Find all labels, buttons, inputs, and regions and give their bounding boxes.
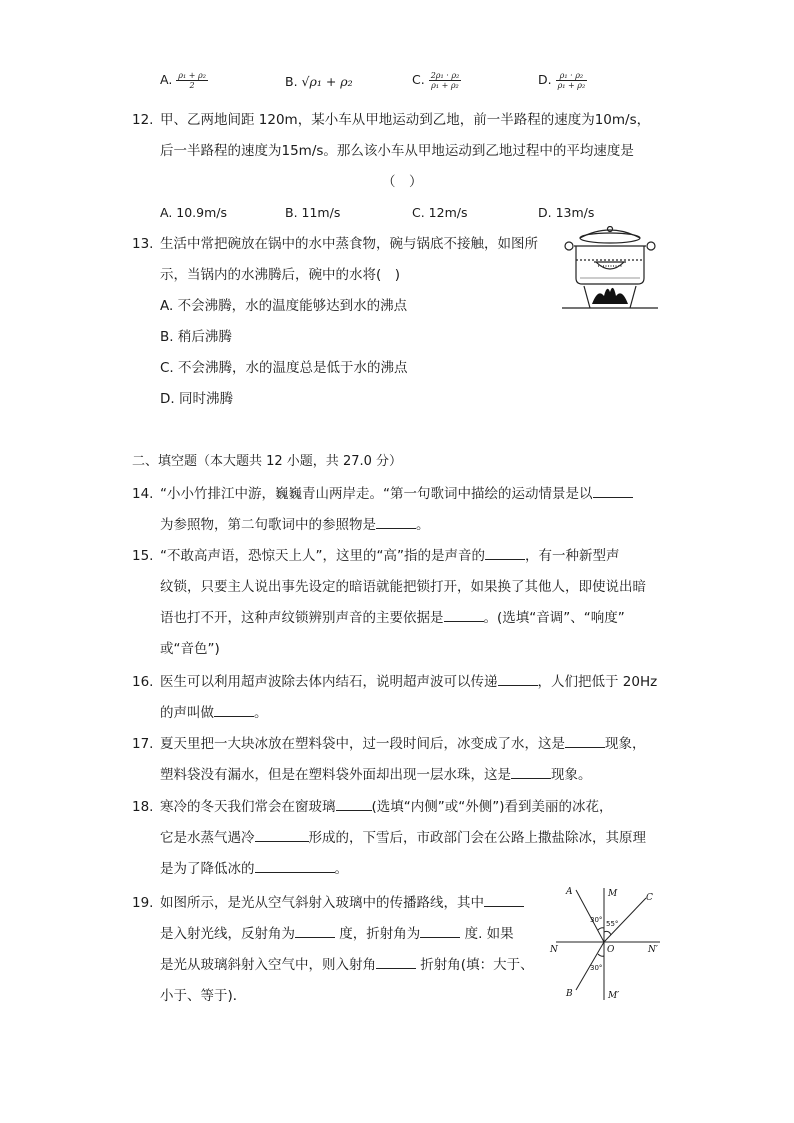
q12-paren: （ ） [382, 174, 423, 190]
q19-line3: 是光从玻璃斜射入空气中，则入射角 折射角(填：大于、 [160, 957, 534, 973]
q16-line1: 医生可以利用超声波除去体内结石，说明超声波可以传递 ，人们把低于 20Hz [160, 674, 658, 690]
q13-option-d: D. 同时沸腾 [160, 391, 233, 407]
q17-blank-2[interactable] [511, 765, 551, 779]
q17-number: 17. [132, 736, 154, 752]
q13-option-c: C. 不会沸腾，水的温度总是低于水的沸点 [160, 360, 408, 376]
q19-blank-1[interactable] [484, 893, 524, 907]
q12-option-a: A. 10.9m/s [160, 205, 228, 220]
q19-blank-2[interactable] [295, 924, 335, 938]
q11-option-c: C. $\frac{\text{2ρ₁ · ρ₂}}{\text{ρ₁ + ρ₂}}$ [412, 71, 460, 90]
section-fill-in-title: 二、填空题（本大题共 12 小题，共 27.0 分） [132, 454, 403, 469]
q11-option-d: D. $\frac{\text{ρ₁ · ρ₂}}{\text{ρ₁ + ρ₂}}$ [538, 71, 586, 90]
q17-line2: 塑料袋没有漏水，但是在塑料袋外面却出现一层水珠，这是 现象。 [160, 767, 592, 783]
q12-line1: 甲、乙两地间距 120m，某小车从甲地运动到乙地，前一半路程的速度为10m/s， [160, 112, 651, 128]
q15-blank-1[interactable] [485, 546, 525, 560]
q19-blank-4[interactable] [376, 955, 416, 969]
q19-line1: 如图所示，是光从空气斜射入玻璃中的传播路线，其中 [160, 893, 524, 913]
q12-option-c: C. 12m/s [412, 205, 468, 220]
q15-line3: 语也打不开，这种声纹锁辨别声音的主要依据是 。(选填“音调”、“响度” [160, 610, 625, 626]
q18-line2: 它是水蒸气遇冷 形成的，下雪后，市政部门会在公路上撒盐除冰，其原理 [160, 830, 646, 846]
q13-number: 13. [132, 236, 154, 252]
q12-option-d: D. 13m/s [538, 205, 595, 220]
q12-number: 12. [132, 112, 154, 128]
q18-line1: 寒冷的冬天我们常会在窗玻璃 (选填“内侧”或“外侧”)看到美丽的冰花， [160, 799, 613, 815]
q19-label-n: N [550, 945, 558, 955]
q19-label-m: M [608, 889, 618, 899]
q14-blank-2[interactable] [376, 515, 416, 529]
q17-line1: 夏天里把一大块冰放在塑料袋中，过一段时间后，冰变成了水，这是 现象， [160, 736, 646, 752]
q12-option-b: B. 11m/s [285, 205, 341, 220]
q19-line4: 小于、等于)． [160, 988, 247, 1004]
q19-angle-55: 55° [606, 920, 619, 928]
q17-blank-1[interactable] [565, 734, 605, 748]
q19-number: 19. [132, 895, 154, 911]
q13-option-b: B. 稍后沸腾 [160, 329, 232, 345]
q19-angle-30-bottom: 30° [590, 964, 603, 972]
q15-line1: “不敢高声语，恐惊天上人”，这里的“高”指的是声音的 ，有一种新型声 [160, 548, 620, 564]
q12-line2: 后一半路程的速度为15m/s。那么该小车从甲地运动到乙地过程中的平均速度是 [160, 143, 634, 159]
q19-label-b: B [566, 989, 573, 999]
q19-refraction-figure [548, 880, 668, 1004]
q14-line2: 为参照物，第二句歌词中的参照物是 。 [160, 517, 430, 533]
q19-label-c: C [646, 893, 653, 903]
q13-line2: 示，当锅内的水沸腾后，碗中的水将( ) [160, 267, 401, 283]
q11-option-a: A. $\frac{\text{ρ₁ + ρ₂}}{2}$ [160, 71, 206, 90]
q16-number: 16. [132, 674, 154, 690]
q19-line2: 是入射光线，反射角为 度，折射角为 度. 如果 [160, 926, 514, 942]
q13-pot-figure [560, 226, 660, 312]
q13-line1: 生活中常把碗放在锅中的水中蒸食物，碗与锅底不接触，如图所 [160, 236, 538, 252]
q18-blank-1[interactable] [336, 797, 372, 811]
q16-blank-1[interactable] [498, 672, 538, 686]
q15-line2: 纹锁，只要主人说出事先设定的暗语就能把锁打开，如果换了其他人，即使说出暗 [160, 579, 646, 595]
q18-line3: 是为了降低冰的 。 [160, 861, 348, 877]
q16-line2: 的声叫做 。 [160, 705, 268, 721]
q15-blank-2[interactable] [444, 608, 484, 622]
q14-blank-1[interactable] [593, 484, 633, 498]
q19-label-n-prime: N′ [648, 945, 658, 955]
q18-number: 18. [132, 799, 154, 815]
q19-blank-3[interactable] [420, 924, 460, 938]
q15-line4: 或“音色”) [160, 641, 220, 657]
q16-blank-2[interactable] [214, 703, 254, 717]
q18-blank-2[interactable] [255, 828, 309, 842]
q11-option-a-fraction: $\frac{\text{ρ₁ + ρ₂}}{2}$ [178, 71, 206, 90]
q19-label-m-prime: M′ [608, 991, 620, 1001]
q14-line1: “小小竹排江中游，巍巍青山两岸走。“第一句歌词中描绘的运动情景是以 [160, 484, 633, 504]
q19-angle-30-top: 30° [590, 916, 603, 924]
q15-number: 15. [132, 548, 154, 564]
q19-label-a: A [566, 887, 573, 897]
q13-option-a: A. 不会沸腾，水的温度能够达到水的沸点 [160, 298, 408, 314]
q19-label-o: O [607, 945, 615, 955]
q11-option-b: B. √ρ₁ + ρ₂ [285, 74, 353, 89]
q14-number: 14. [132, 486, 154, 502]
q18-blank-3[interactable] [255, 859, 335, 873]
